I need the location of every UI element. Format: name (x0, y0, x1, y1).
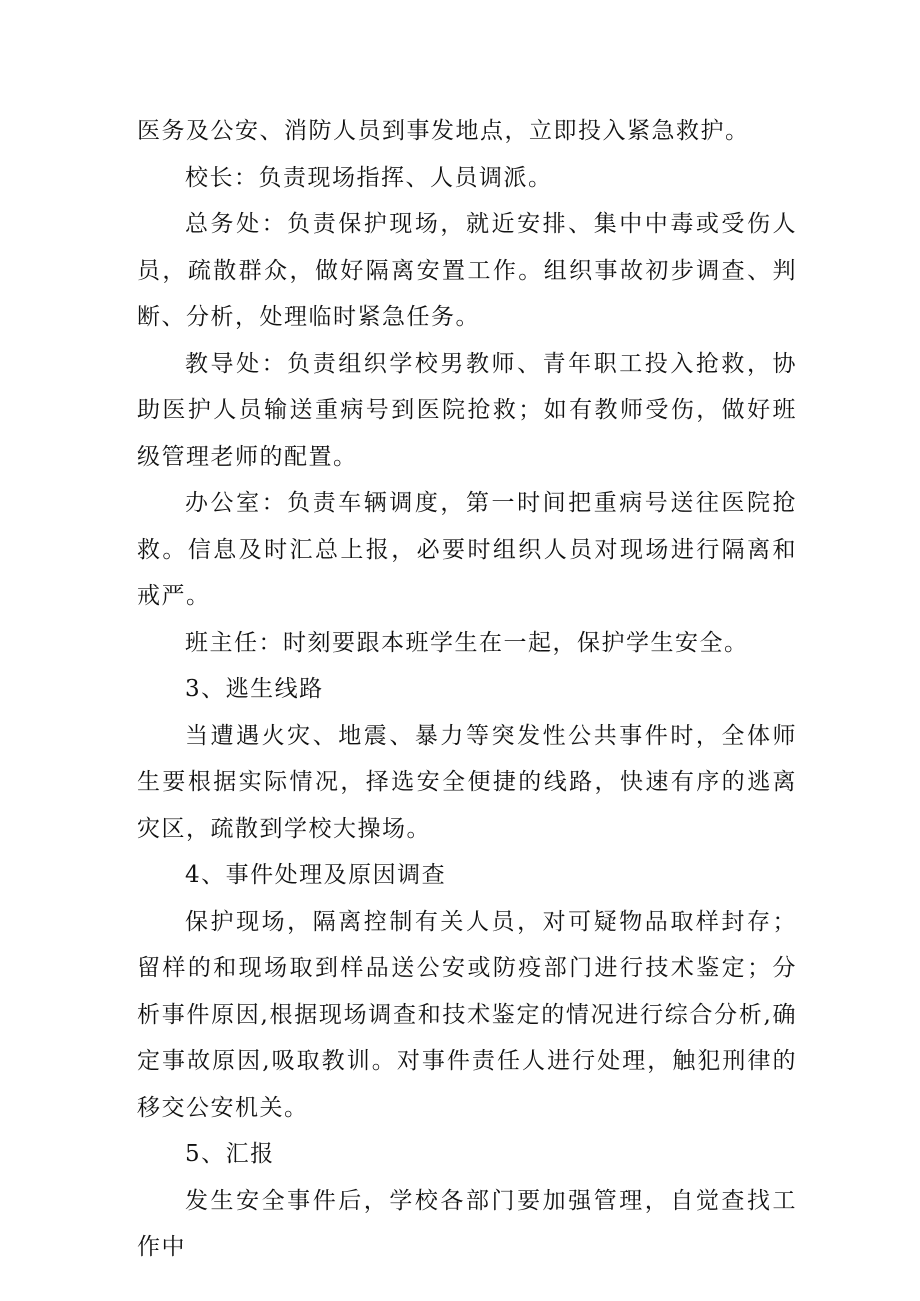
section-heading-report: 5、汇报 (185, 1141, 275, 1167)
paragraph-principal-duty: 校长：负责现场指挥、人员调派。 (185, 164, 553, 191)
paragraph-0: 医务及公安、消防人员到事发地点，立即投入紧急救护。 (137, 118, 750, 144)
paragraph-report: 发生安全事件后，学校各部门要加强管理，自觉查找工作中 (137, 1187, 797, 1260)
paragraph-head-teacher-duty: 班主任：时刻要跟本班学生在一起，保护学生安全。 (185, 629, 749, 656)
document-body (137, 108, 797, 1271)
paragraph-general-affairs-duty: 总务处：负责保护现场，就近安排、集中中毒或受伤人员，疏散群众，做好隔离安置工作。组织事故初步调查、判断、分析，处理临时紧急任务。 (137, 211, 797, 330)
section-heading-escape-route: 3、逃生线路 (185, 676, 324, 702)
section-heading-incident-handling: 4、事件处理及原因调查 (185, 862, 447, 888)
paragraph-escape-route: 当遭遇火灾、地震、暴力等突发性公共事件时，全体师生要根据实际情况，择选安全便捷的线路，快速有序的逃离灾区，疏散到学校大操场。 (137, 722, 797, 842)
paragraph-office-duty: 办公室：负责车辆调度，第一时间把重病号送往医院抢救。信息及时汇总上报，必要时组织人员对现场进行隔离和戒严。 (137, 490, 797, 609)
paragraph-academic-affairs-duty: 教导处：负责组织学校男教师、青年职工投入抢救，协助医护人员输送重病号到医院抢救；如有教师受伤，做好班级管理老师的配置。 (137, 350, 797, 470)
paragraph-incident-handling: 保护现场，隔离控制有关人员，对可疑物品取样封存；留样的和现场取到样品送公安或防疫部门进行技术鉴定；分析事件原因,根据现场调查和技术鉴定的情况进行综合分析,确定事故原因,吸取教训。对事件责任人进行处理，触犯刑律的移交公安机关。 (137, 908, 797, 1121)
